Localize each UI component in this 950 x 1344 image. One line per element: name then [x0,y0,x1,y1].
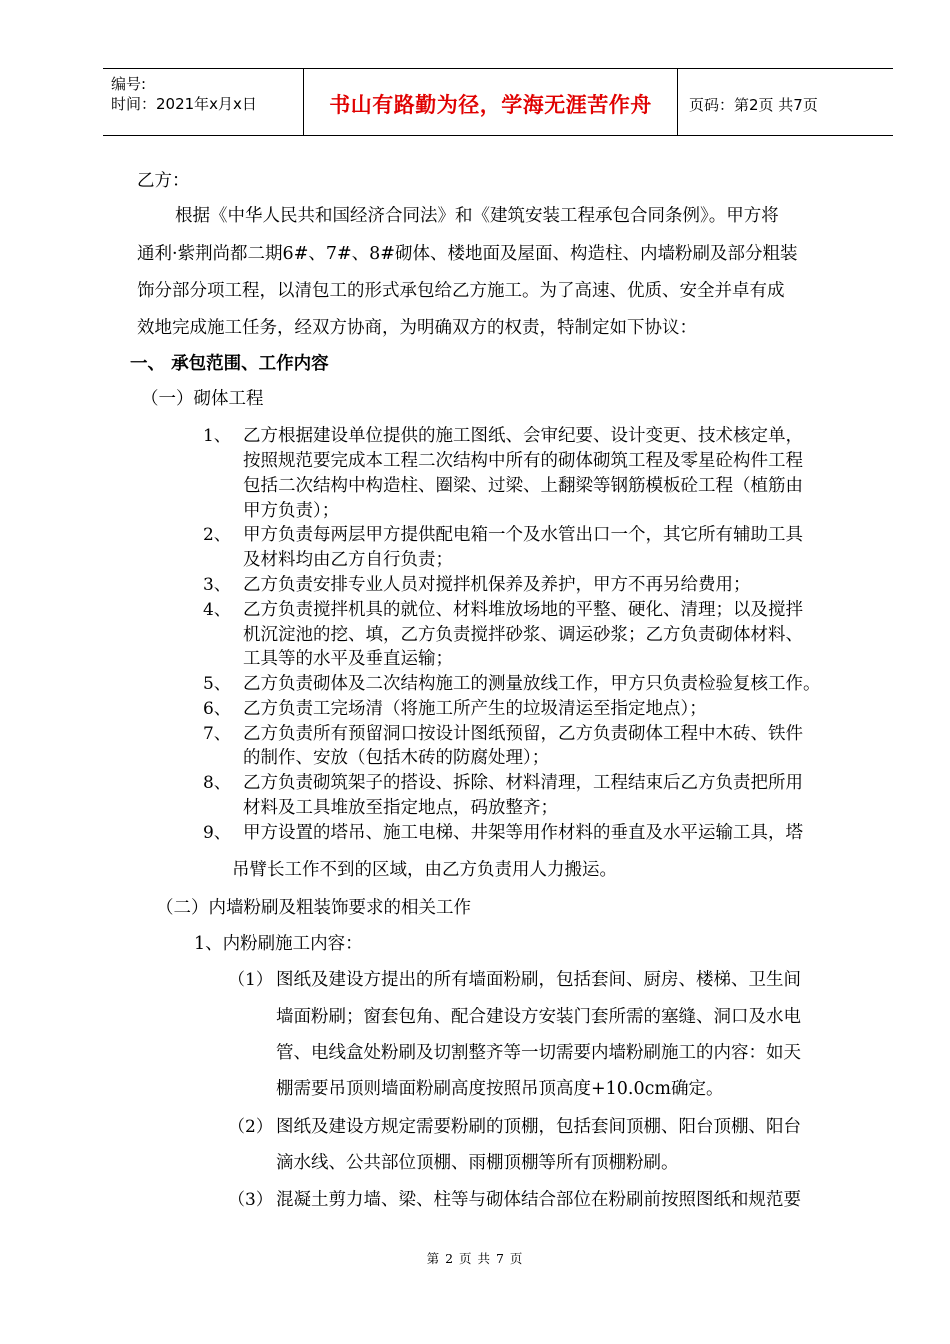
para-number: （3） [228,1190,273,1210]
item-number: 2、 [203,525,231,545]
item-line: 乙方负责砌筑架子的搭设、拆除、材料清理，工程结束后乙方负责把所用 [243,773,803,793]
item-number: 8、 [203,773,231,793]
page-header [103,68,893,136]
subsection-heading: （二）内墙粉刷及粗装饰要求的相关工作 [156,898,471,918]
header-motto-cell [304,69,678,135]
item-line: 乙方根据建设单位提供的施工图纸、会审纪要、设计变更、技术核定单， [243,426,803,446]
para-number: （1） [228,970,273,990]
intro-line: 饰分部分项工程，以清包工的形式承包给乙方施工。为了高速、优质、安全并卓有成 [137,281,785,301]
para-line: 图纸及建设方规定需要粉刷的顶棚，包括套间顶棚、阳台顶棚、阳台 [276,1117,801,1137]
item-line: 乙方负责砌体及二次结构施工的测量放线工作，甲方只负责检验复核工作。 [243,674,821,694]
item-number: 4、 [203,600,231,620]
item-number: 1、 [203,426,231,446]
item-line: 按照规范要完成本工程二次结构中所有的砌体砌筑工程及零星砼构件工程 [243,451,803,471]
item-line: 甲方设置的塔吊、施工电梯、井架等用作材料的垂直及水平运输工具，塔 [243,823,803,843]
item-line: 乙方负责搅拌机具的就位、材料堆放场地的平整、硬化、清理；以及搅拌 [243,600,803,620]
para-line: 滴水线、公共部位顶棚、雨棚顶棚等所有顶棚粉刷。 [276,1153,679,1173]
intro-line: 效地完成施工任务，经双方协商，为明确双方的权责，特制定如下协议： [137,318,697,338]
para-line: 墙面粉刷；窗套包角、配合建设方安装门套所需的塞缝、洞口及水电 [276,1007,801,1027]
item-line: 甲方负责每两层甲方提供配电箱一个及水管出口一个，其它所有辅助工具 [243,525,803,545]
motto: 书山有路勤为径，学海无涯苦作舟 [329,93,652,117]
intro-line: 根据《中华人民共和国经济合同法》和《建筑安装工程承包合同条例》。甲方将 [175,206,779,226]
party-b-label: 乙方： [137,171,190,191]
item-line: 机沉淀池的挖、填，乙方负责搅拌砂浆、调运砂浆；乙方负责砌体材料、 [243,625,803,645]
section-heading: 一、 承包范围、工作内容 [130,354,329,374]
item-number: 5、 [203,674,231,694]
item-number: 9、 [203,823,231,843]
para-line: 图纸及建设方提出的所有墙面粉刷，包括套间、厨房、楼梯、卫生间 [276,970,801,990]
para-line: 混凝土剪力墙、梁、柱等与砌体结合部位在粉刷前按照图纸和规范要 [276,1190,801,1210]
document-number: 编号: [111,75,147,93]
item-line: 甲方负责）； [243,501,340,521]
item-line: 乙方负责工完场清（将施工所产生的垃圾清运至指定地点）； [243,699,707,719]
item-line: 工具等的水平及垂直运输； [243,649,453,669]
page-indicator: 页码：第2页 共7页 [689,96,818,114]
item-line: 乙方负责安排专业人员对搅拌机保养及养护，甲方不再另给费用； [243,575,751,595]
document-date: 时间：2021年x月x日 [111,95,257,113]
item-line: 包括二次结构中构造柱、圈梁、过梁、上翻梁等钢筋模板砼工程（植筋由 [243,476,803,496]
subsection-heading: 1、内粉刷施工内容： [194,934,363,954]
para-line: 管、电线盒处粉刷及切割整齐等一切需要内墙粉刷施工的内容：如天 [276,1043,801,1063]
intro-line: 通利·紫荆尚都二期6#、7#、8#砌体、楼地面及屋面、构造柱、内墙粉刷及部分粗装 [137,244,798,264]
item-number: 3、 [203,575,231,595]
item-line: 的制作、安放（包括木砖的防腐处理）； [243,748,550,768]
item-line: 乙方负责所有预留洞口按设计图纸预留，乙方负责砌体工程中木砖、铁件 [243,724,803,744]
item-number: 6、 [203,699,231,719]
item-number: 7、 [203,724,231,744]
para-number: （2） [228,1117,273,1137]
page-footer: 第 2 页 共 7 页 [426,1251,524,1266]
item-line: 材料及工具堆放至指定地点，码放整齐； [243,798,558,818]
item-line: 及材料均由乙方自行负责； [243,550,453,570]
item-line: 吊臂长工作不到的区域，由乙方负责用人力搬运。 [232,860,617,880]
header-meta-cell [103,69,304,135]
subsection-heading: （一）砌体工程 [141,389,264,409]
para-line: 棚需要吊顶则墙面粉刷高度按照吊顶高度+10.0cm确定。 [276,1079,724,1099]
